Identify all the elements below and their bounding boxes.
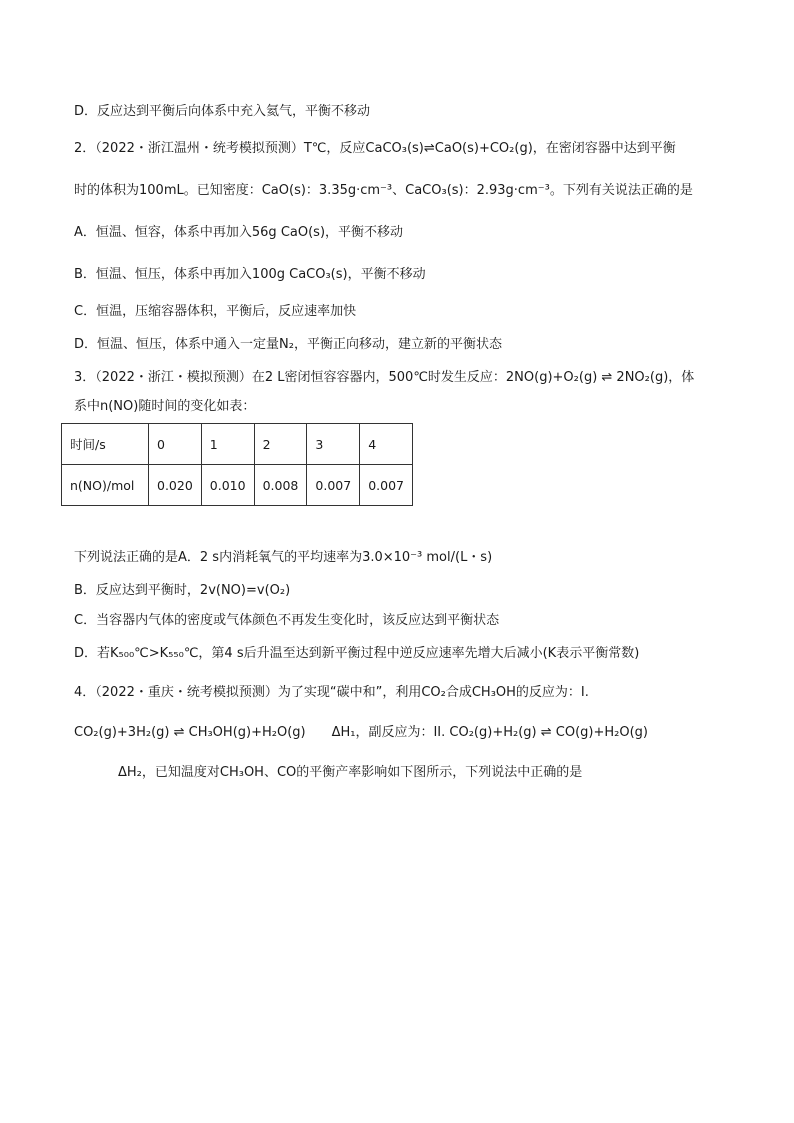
- q4-stem-line1: 4．（2022・重庆・统考模拟预测）为了实现“碳中和”，利用CO₂合成CH₃OH的反应为：I.: [74, 685, 589, 700]
- table-row: [62, 465, 413, 506]
- table-cell: 0.010: [201, 465, 254, 506]
- q3-option-c: C．当容器内气体的密度或气体颜色不再发生变化时，该反应达到平衡状态: [74, 613, 500, 628]
- table-cell: 0.008: [254, 465, 307, 506]
- q3-stem-line1: 3．（2022・浙江・模拟预测）在2 L密闭恒容容器内，500℃时发生反应：2NO(g)+O₂(g) ⇌ 2NO₂(g)，体: [74, 370, 695, 385]
- table-cell: n(NO)/mol: [62, 465, 149, 506]
- table-cell: 2: [254, 424, 307, 465]
- no-amount-table: [61, 423, 413, 506]
- table-cell: 0.007: [307, 465, 360, 506]
- q2-stem-line1: 2．（2022・浙江温州・统考模拟预测）T℃，反应CaCO₃(s)⇌CaO(s)+CO₂(g)，在密闭容器中达到平衡: [74, 141, 676, 156]
- table-cell: 0.007: [360, 465, 413, 506]
- table-cell: 0.020: [149, 465, 202, 506]
- q2-option-a: A．恒温、恒容，体系中再加入56g CaO(s)，平衡不移动: [74, 225, 404, 240]
- table-cell: 0: [149, 424, 202, 465]
- table-cell: 1: [201, 424, 254, 465]
- q4-stem-line3: ΔH₂，已知温度对CH₃OH、CO的平衡产率影响如下图所示，下列说法中正确的是: [118, 765, 583, 780]
- table-row: [62, 424, 413, 465]
- q2-stem-line2: 时的体积为100mL。已知密度：CaO(s)：3.35g·cm⁻³、CaCO₃(s)：2.93g·cm⁻³。下列有关说法正确的是: [74, 183, 693, 198]
- table-cell: 3: [307, 424, 360, 465]
- q2-option-d: D．恒温、恒压，体系中通入一定量N₂，平衡正向移动，建立新的平衡状态: [74, 337, 502, 352]
- q2-option-c: C．恒温，压缩容器体积，平衡后，反应速率加快: [74, 304, 357, 319]
- q3-option-a: 下列说法正确的是A．2 s内消耗氧气的平均速率为3.0×10⁻³ mol/(L・s): [74, 550, 493, 565]
- q4-equations: CO₂(g)+3H₂(g) ⇌ CH₃OH(g)+H₂O(g) ΔH₁，副反应为：II. CO₂(g)+H₂(g) ⇌ CO(g)+H₂O(g): [74, 725, 648, 740]
- q3-option-d: D．若K₅₀₀℃>K₅₅₀℃，第4 s后升温至达到新平衡过程中逆反应速率先增大后减小(K表示平衡常数): [74, 646, 640, 661]
- q2-option-b: B．恒温、恒压，体系中再加入100g CaCO₃(s)，平衡不移动: [74, 267, 426, 282]
- table-cell: 4: [360, 424, 413, 465]
- table-cell: 时间/s: [62, 424, 149, 465]
- q3-option-b: B．反应达到平衡时，2v(NO)=v(O₂): [74, 583, 291, 598]
- q3-stem-line2: 系中n(NO)随时间的变化如表：: [74, 399, 256, 414]
- q1-option-d: D．反应达到平衡后向体系中充入氦气，平衡不移动: [74, 104, 371, 119]
